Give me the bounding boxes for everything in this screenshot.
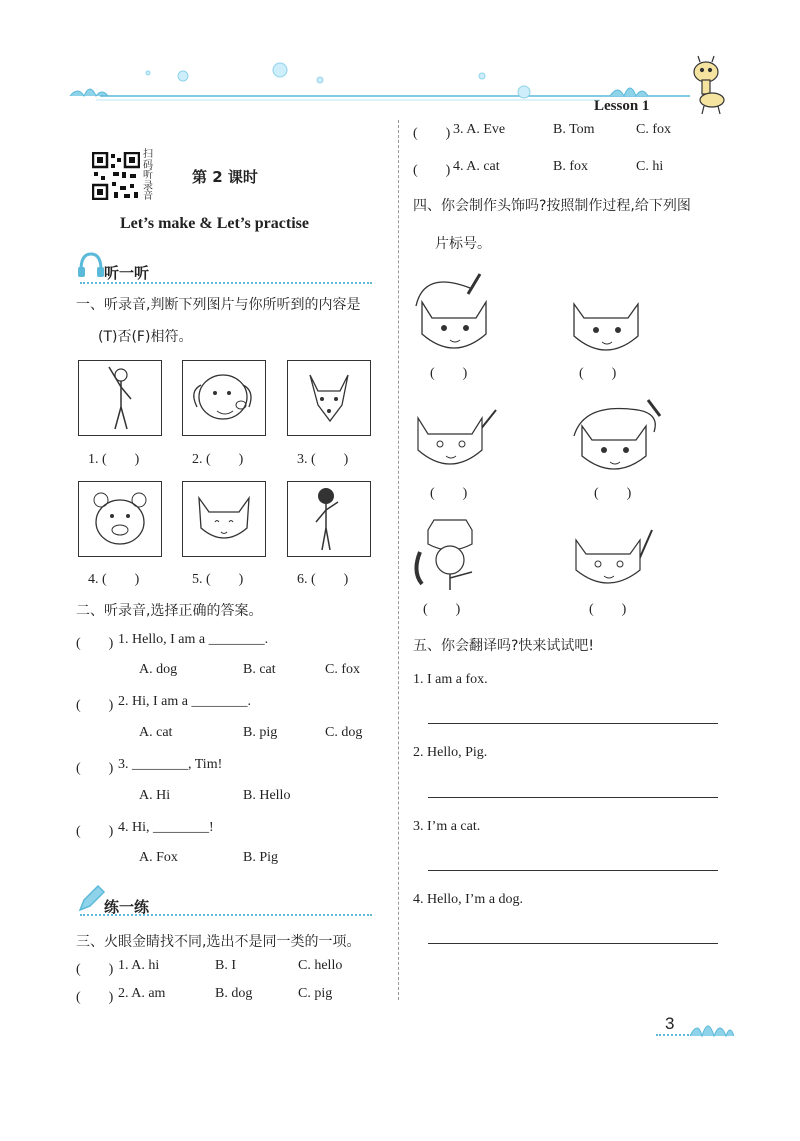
picture-fox [287,360,371,436]
q2-item-1-opt-a: A. dog [139,662,178,677]
q2-item-1-opt-c: C. fox [325,662,360,677]
headdress-picture-3 [410,400,500,485]
q5-item-4: 4. Hello, I’m a dog. [413,892,524,907]
qr-caption-char: 听 [143,170,153,181]
qr-code-graphic [92,152,140,200]
lesson-header: Lesson 1 [594,98,650,114]
q4-paren-4: ( ) [594,486,632,501]
q3-item-2-a: 2. A. am [118,986,166,1001]
q2-title: 二、听录音,选择正确的答案。 [76,603,263,619]
q2-item-1-paren: ( ) [76,636,114,651]
headdress-picture-1 [410,266,500,363]
section-practise-title: 练一练 [104,898,150,916]
q5-title: 五、你会翻译吗?快来试试吧! [413,638,595,654]
q5-answer-line-4[interactable] [428,943,718,944]
q3-item-2-paren: ( ) [76,990,114,1005]
lesson-title: 第 2 课时 [192,168,258,186]
q1-label-5: 5. ( ) [192,572,244,587]
q3-item-1-c: C. hello [298,958,343,973]
section-practise-underline [80,914,372,916]
q3-item-2-b: B. dog [215,986,253,1001]
q2-item-2-opt-b: B. pig [243,725,278,740]
section-listen-underline [80,282,372,284]
q5-item-3: 3. I’m a cat. [413,819,481,834]
q3-item-4-a: 4. A. cat [453,159,500,174]
picture-pig [78,481,162,557]
subtitle: Let’s make & Let’s practise [120,215,309,232]
footer-grass-icon [690,1014,734,1043]
q5-answer-line-1[interactable] [428,723,718,724]
q3-item-4-paren: ( ) [413,163,451,178]
qr-caption [143,150,155,203]
q2-item-2-opt-a: A. cat [139,725,173,740]
q2-item-2-paren: ( ) [76,698,114,713]
q2-item-3-paren: ( ) [76,761,114,776]
headphone-icon [76,250,106,285]
q1-label-6: 6. ( ) [297,572,349,587]
picture-boy [78,360,162,436]
q3-item-4-c: C. hi [636,159,664,174]
header-wave-art [0,0,800,120]
q2-item-4-stem: 4. Hi, ________! [118,820,214,835]
q4-paren-6: ( ) [589,602,627,617]
q3-item-4-b: B. fox [553,159,588,174]
picture-dog [182,360,266,436]
picture-girl [287,481,371,557]
q5-item-2: 2. Hello, Pig. [413,745,488,760]
q2-item-2-opt-c: C. dog [325,725,363,740]
page-number-underline [656,1034,692,1036]
column-divider [398,120,399,1000]
q2-item-4-paren: ( ) [76,824,114,839]
headdress-picture-5 [410,516,490,599]
section-listen-title: 听一听 [104,264,150,282]
q2-item-1-stem: 1. Hello, I am a ________. [118,632,269,647]
q3-item-2-c: C. pig [298,986,333,1001]
q2-item-3-stem: 3. ________, Tim! [118,757,223,772]
q1-label-2: 2. ( ) [192,452,244,467]
q1-label-1: 1. ( ) [88,452,140,467]
q4-paren-2: ( ) [579,366,617,381]
page-number: 3 [665,1014,675,1033]
q1-title-line1: 一、听录音,判断下列图片与你所听到的内容是 [76,297,361,313]
header-decoration [0,0,800,120]
q3-item-3-paren: ( ) [413,126,451,141]
headdress-picture-2 [566,284,656,369]
qr-caption-char: 扫 [143,149,153,160]
q4-paren-3: ( ) [430,486,468,501]
qr-caption-char: 音 [143,191,153,202]
q3-item-1-a: 1. A. hi [118,958,160,973]
q3-item-1-b: B. I [215,958,236,973]
q2-item-3-opt-b: B. Hello [243,788,291,803]
q5-item-1: 1. I am a fox. [413,672,488,687]
q2-item-4-opt-a: A. Fox [139,850,178,865]
q1-label-3: 3. ( ) [297,452,349,467]
qr-code [92,152,140,200]
qr-caption-char: 录 [143,180,153,192]
q5-answer-line-2[interactable] [428,797,718,798]
q1-title-line2: (T)否(F)相符。 [98,329,193,345]
q2-item-1-opt-b: B. cat [243,662,276,677]
q2-item-4-opt-b: B. Pig [243,850,279,865]
q3-item-3-a: 3. A. Eve [453,122,506,137]
picture-cat [182,481,266,557]
q1-label-4: 4. ( ) [88,572,140,587]
q3-item-3-b: B. Tom [553,122,595,137]
q3-title: 三、火眼金睛找不同,选出不是同一类的一项。 [76,934,361,950]
q4-title-line2: 片标号。 [435,236,491,252]
q4-title-line1: 四、你会制作头饰吗?按照制作过程,给下列图 [413,198,691,214]
q5-answer-line-3[interactable] [428,870,718,871]
q3-item-3-c: C. fox [636,122,671,137]
q3-item-1-paren: ( ) [76,962,114,977]
giraffe-icon [694,56,724,114]
qr-caption-char: 码 [143,159,153,171]
headdress-picture-4 [568,396,668,485]
headdress-picture-6 [570,526,660,601]
q4-paren-1: ( ) [430,366,468,381]
q4-paren-5: ( ) [423,602,461,617]
q2-item-3-opt-a: A. Hi [139,788,171,803]
q2-item-2-stem: 2. Hi, I am a ________. [118,694,251,709]
